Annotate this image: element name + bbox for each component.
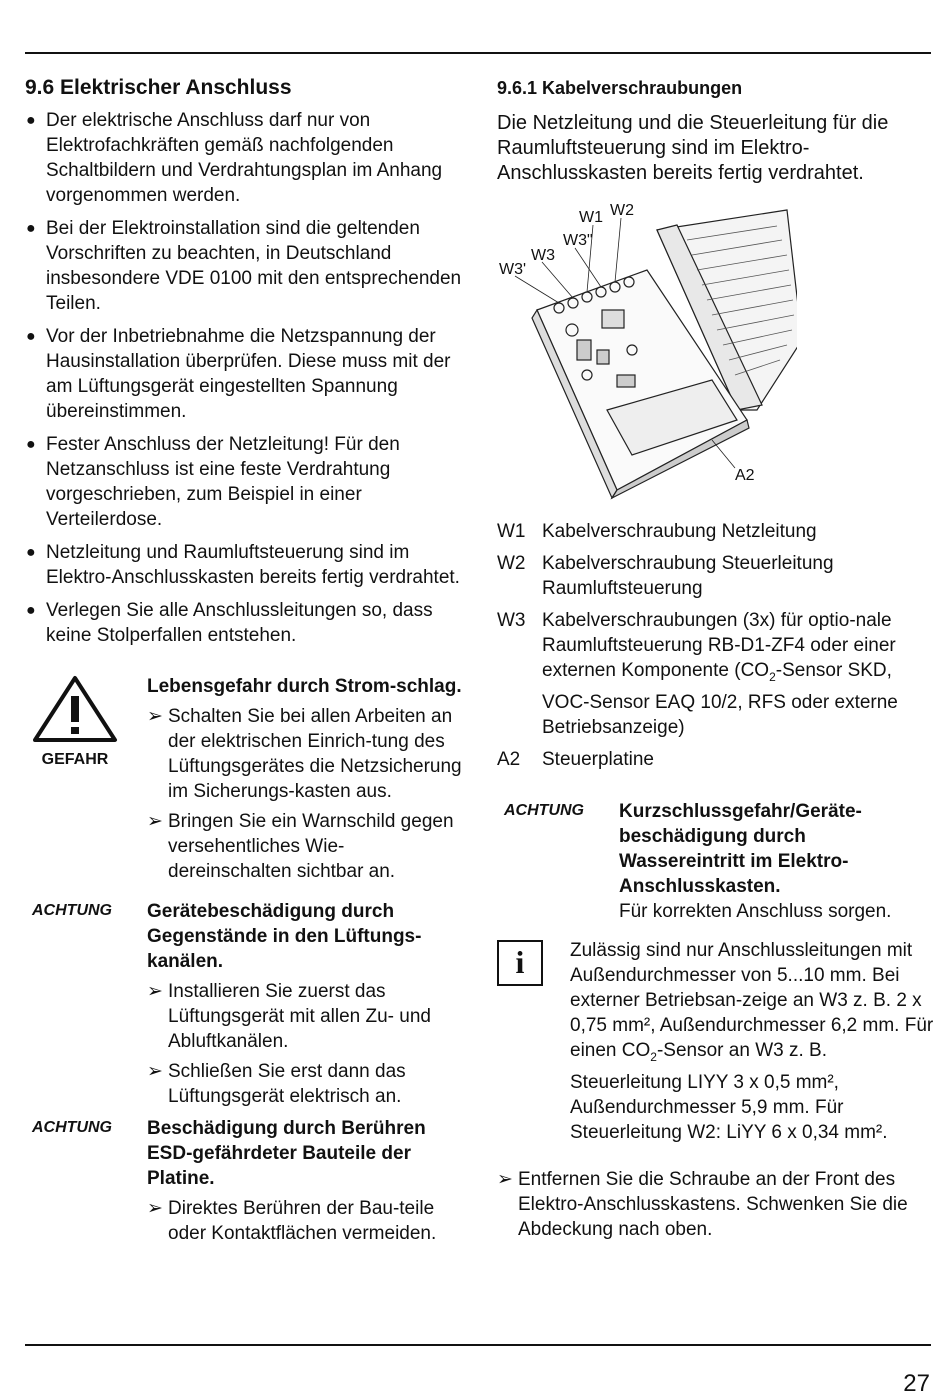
- caution-label: ACHTUNG: [32, 902, 112, 919]
- legend-text: Kabelverschraubung Netzleitung: [542, 521, 817, 542]
- legend-code: A2: [497, 748, 521, 770]
- legend-text: Kabelverschraubungen (3x) für optio-nale Raumluftsteuerung RB-D1-ZF4 oder einer externen Komponente ($CO_2$-Sensor SKD, VOC-Sensor EAQ 10/2, RFS oder externe Betriebsanzeige): [542, 610, 898, 738]
- left-column: [25, 76, 465, 1251]
- warning-triangle-icon: [25, 674, 125, 744]
- caution-title: Gerätebeschädigung durch Gegenstände in den Lüftungs-kanälen.: [147, 901, 422, 972]
- legend-code: W2: [497, 553, 526, 574]
- caution-steps: [147, 979, 465, 1109]
- requirements-list: [25, 108, 465, 648]
- list-item: ➢ Direktes Berühren der Bau-teile oder Kontaktflächen vermeiden.: [147, 1198, 437, 1244]
- list-item: ● Der elektrische Anschluss darf nur von Elektrofachkräften gemäß nachfolgenden Schaltbildern und Verdrahtungsplan im Anhang vorgenommen werden.: [26, 110, 443, 206]
- list-item: ➢ Schalten Sie bei allen Arbeiten an der elektrischen Einrich-tung des Lüftungsgerätes die Netzsicherung im Sicherungs-kasten aus.: [147, 706, 462, 802]
- section-heading: 9.6 Elektrischer Anschluss: [25, 76, 292, 99]
- label-w3-b: W3": [563, 232, 593, 249]
- right-column: [497, 76, 937, 1242]
- legend-row: [497, 519, 937, 551]
- label-a2: A2: [735, 467, 755, 484]
- legend-text: Steuerplatine: [542, 748, 654, 770]
- caution-notice-esd: [25, 1116, 465, 1251]
- legend-code: W1: [497, 521, 526, 542]
- info-icon: i: [497, 940, 543, 986]
- danger-side: [25, 674, 147, 889]
- legend-code: W3: [497, 610, 526, 631]
- caution-label: ACHTUNG: [504, 801, 584, 819]
- danger-steps: [147, 704, 465, 884]
- final-step-text: Entfernen Sie die Schraube an der Front des Elektro-Anschlusskastens. Schwenken Sie die Abdeckung nach oben.: [518, 1168, 908, 1240]
- figure-legend: [497, 519, 937, 779]
- list-item: ➢ Bringen Sie ein Warnschild gegen versehentliches Wie-dereinschalten sichtbar an.: [147, 811, 454, 882]
- legend-row: [497, 747, 937, 779]
- caution-notice-ducts: [25, 899, 465, 1114]
- caution-notice-water: [497, 799, 937, 924]
- bottom-rule: [25, 1344, 931, 1346]
- danger-title: Lebensgefahr durch Strom-schlag.: [147, 676, 462, 697]
- arrow-icon: ➢: [147, 811, 163, 832]
- list-item: ➢ Schließen Sie erst dann das Lüftungsgerät elektrisch an.: [147, 1061, 406, 1107]
- caution-steps: [147, 1196, 465, 1246]
- caution-title: Kurzschlussgefahr/Geräte-beschädigung durch Wassereintritt im Elektro-Anschlusskasten.: [619, 800, 862, 897]
- top-rule: [25, 52, 931, 54]
- caution-label: ACHTUNG: [32, 1119, 112, 1136]
- label-w3: W3: [531, 247, 555, 264]
- list-item: ● Verlegen Sie alle Anschlussleitungen so, dass keine Stolperfallen entstehen.: [26, 600, 433, 646]
- info-note: [497, 938, 937, 1145]
- danger-notice: [25, 674, 465, 889]
- list-item: ● Fester Anschluss der Netzleitung! Für den Netzanschluss ist eine feste Verdrahtung vorgeschrieben, zum Beispiel in einer Verteilerdose.: [26, 434, 400, 530]
- page-number: 27: [903, 1370, 930, 1397]
- caution-content: [147, 1116, 465, 1251]
- list-item: ● Vor der Inbetriebnahme die Netzspannung der Hausinstallation überprüfen. Diese muss mit der am Lüftungsgerät eingestellten Spannung übereinstimmen.: [26, 326, 451, 422]
- danger-label: GEFAHR: [41, 751, 109, 768]
- info-text: Zulässig sind nur Anschlussleitungen mit Außendurchmesser von 5...10 mm. Bei externer Betriebsan-zeige an W3 z. B. 2 x 0,75 mm², Außendurchmesser 6,2 mm. Für einen $CO_2$-Sensor an W3 z. B. Steuerleitung LIYY 3 x 0,5 mm², Außendurchmesser 5,9 mm. Für Steuerleitung W2: LiYY 6 x 0,34 mm².: [570, 939, 934, 1143]
- legend-row: [497, 551, 937, 608]
- intro-text: Die Netzleitung und die Steuerleitung für die Raumluftsteuerung sind im Elektro-Anschlusskasten bereits fertig verdrahtet.: [497, 112, 889, 184]
- caution-side: [25, 1116, 147, 1251]
- list-item: ● Bei der Elektroinstallation sind die geltenden Vorschriften zu beachten, in Deutschland insbesondere VDE 0100 mit den entsprechenden Teilen.: [26, 218, 462, 314]
- subsection-heading: 9.6.1 Kabelverschraubungen: [497, 78, 743, 98]
- caution-content: [619, 799, 937, 924]
- bullet-icon: ●: [26, 220, 36, 237]
- bullet-icon: ●: [26, 436, 36, 453]
- arrow-icon: ➢: [147, 1198, 163, 1219]
- bullet-icon: ●: [26, 328, 36, 345]
- bullet-icon: ●: [26, 544, 36, 561]
- bullet-icon: ●: [26, 602, 36, 619]
- caution-side: [497, 799, 619, 924]
- final-step: [497, 1167, 937, 1242]
- label-w2: W2: [610, 202, 634, 219]
- bullet-icon: ●: [26, 112, 36, 129]
- danger-content: [147, 674, 465, 889]
- arrow-icon: ➢: [147, 1061, 163, 1082]
- arrow-icon: ➢: [147, 981, 163, 1002]
- arrow-icon: ➢: [497, 1168, 513, 1190]
- list-item: ➢ Installieren Sie zuerst das Lüftungsgerät mit allen Zu- und Abluftkanälen.: [147, 981, 431, 1052]
- connection-box-illustration: [497, 200, 797, 500]
- caution-content: [147, 899, 465, 1114]
- legend-row: [497, 608, 937, 747]
- list-item: ● Netzleitung und Raumluftsteuerung sind im Elektro-Anschlusskasten bereits fertig verdrahtet.: [26, 542, 460, 588]
- caution-side: [25, 899, 147, 1114]
- label-w1: W1: [579, 209, 603, 226]
- caution-text: Für korrekten Anschluss sorgen.: [619, 900, 892, 922]
- label-w3-c: W3': [499, 261, 527, 278]
- arrow-icon: ➢: [147, 706, 163, 727]
- legend-text: Kabelverschraubung Steuerleitung Raumluftsteuerung: [542, 553, 834, 599]
- caution-title: Beschädigung durch Berühren ESD-gefährdeter Bauteile der Platine.: [147, 1118, 426, 1189]
